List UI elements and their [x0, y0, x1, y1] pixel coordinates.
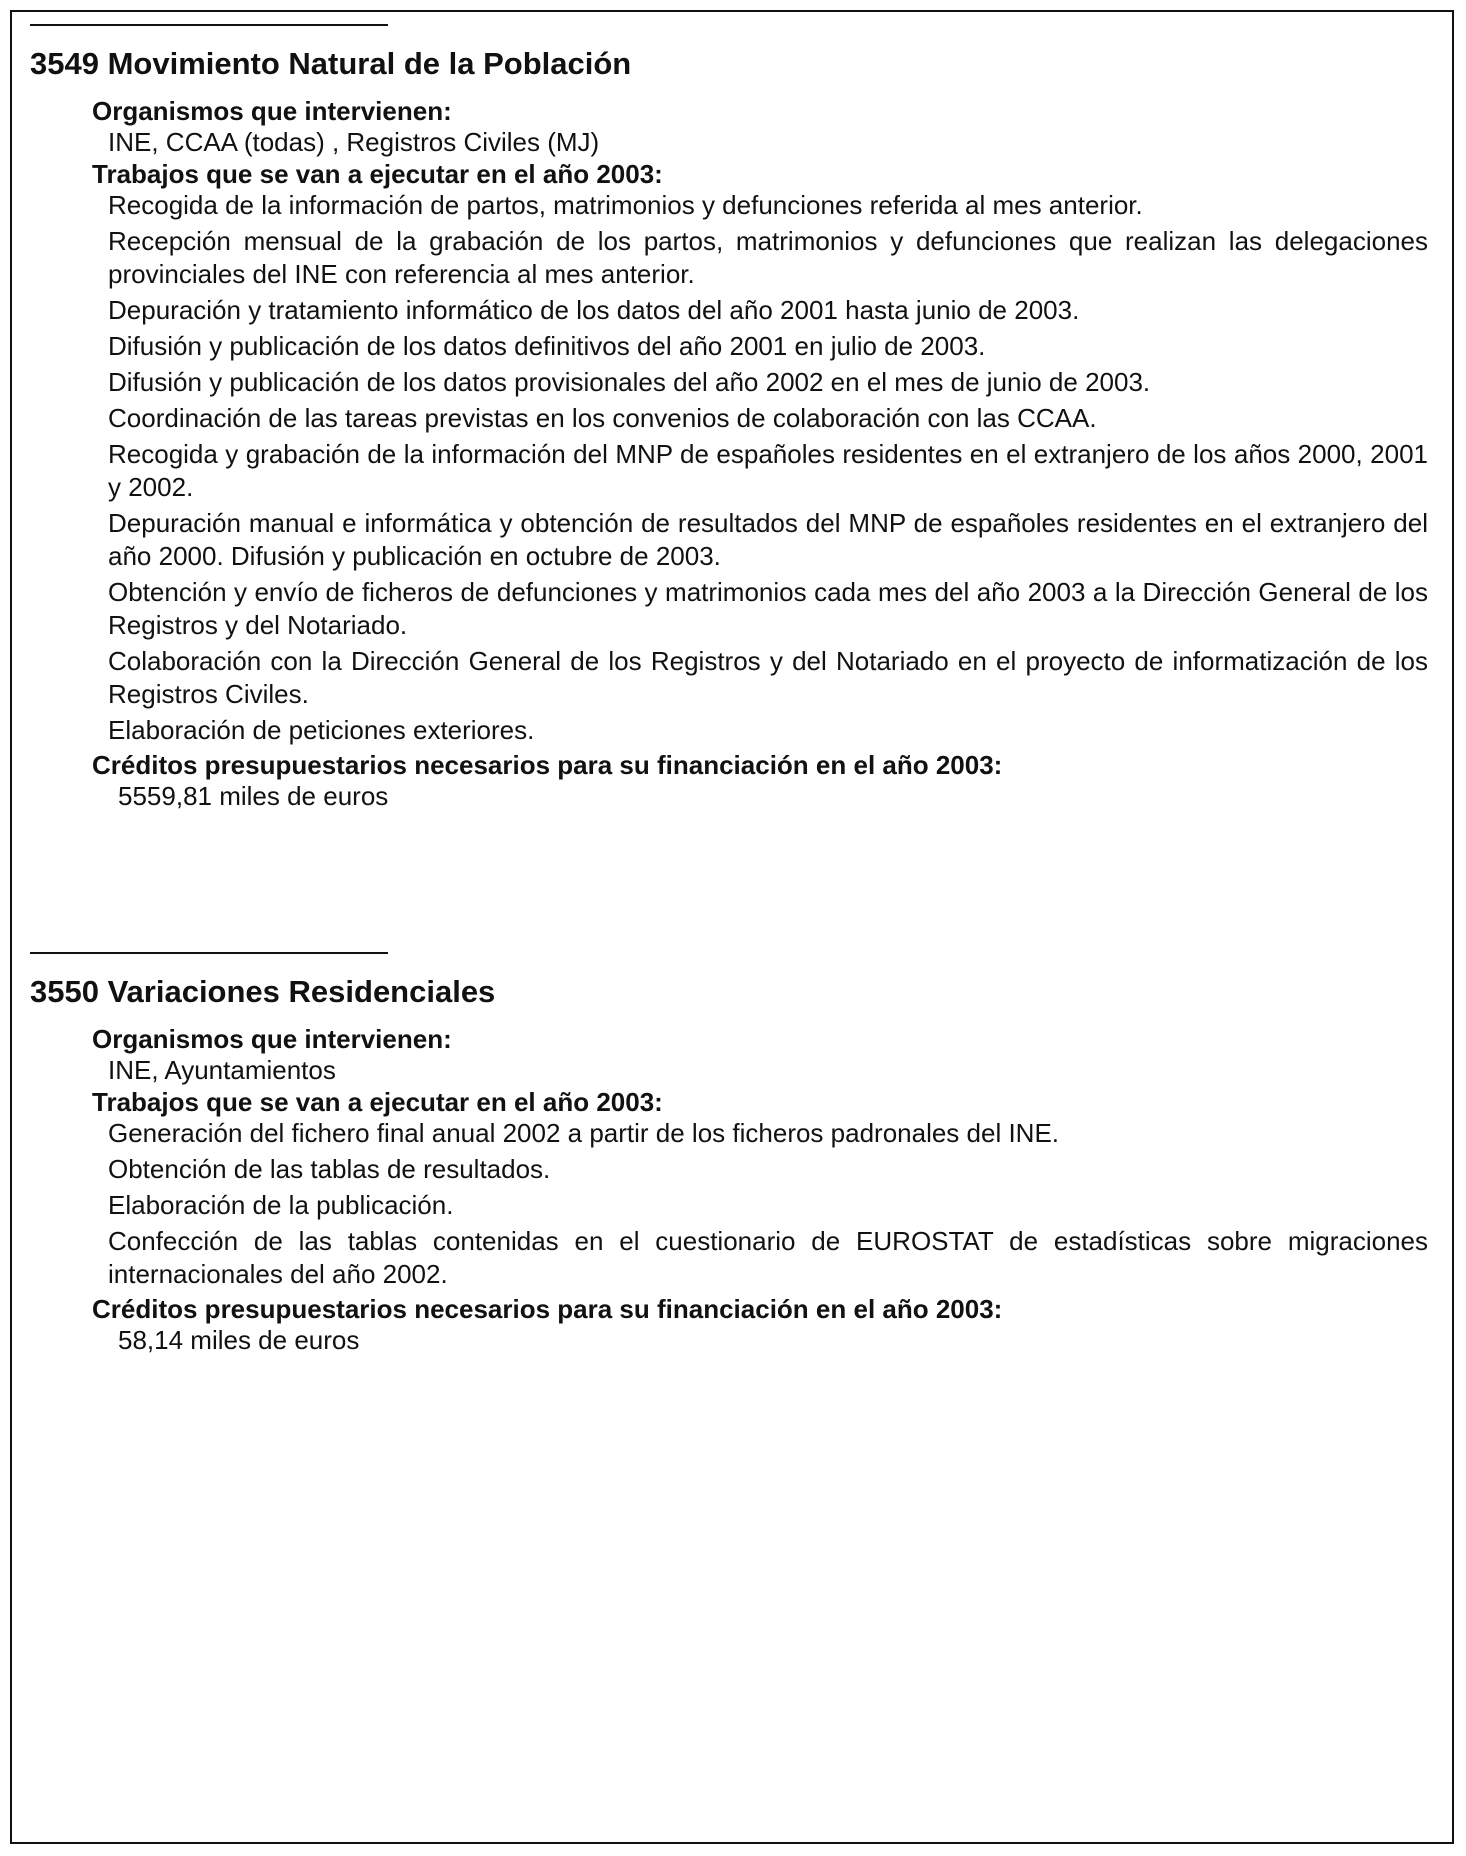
trabajo-item: Depuración y tratamiento informático de los datos del año 2001 hasta junio de 2003. — [108, 295, 1080, 325]
section-divider — [30, 24, 388, 26]
trabajo-item: Recogida y grabación de la información del MNP de españoles residentes en el extranjero de los años 2000, 2001 y 2002. — [108, 439, 1428, 502]
creditos-value: 5559,81 miles de euros — [118, 781, 389, 811]
trabajo-item: Recogida de la información de partos, matrimonios y defunciones referida al mes anterior. — [108, 190, 1143, 220]
section-title: 3549 Movimiento Natural de la Población — [30, 46, 632, 81]
trabajo-item: Elaboración de peticiones exteriores. — [108, 715, 535, 745]
organismos-label: Organismos que intervienen: — [92, 1024, 452, 1054]
section-body — [92, 96, 1432, 813]
trabajo-item: Generación del fichero final anual 2002 a partir de los ficheros padronales del INE. — [108, 1118, 1060, 1148]
trabajos-list — [92, 189, 1432, 747]
trabajos-label: Trabajos que se van a ejecutar en el año 2003: — [92, 1087, 663, 1117]
organismos-value: INE, CCAA (todas) , Registros Civiles (MJ) — [108, 127, 600, 157]
trabajo-item: Obtención y envío de ficheros de defunciones y matrimonios cada mes del año 2003 a la Dirección General de los Registros y del Notariado. — [108, 577, 1428, 640]
trabajo-item: Difusión y publicación de los datos definitivos del año 2001 en julio de 2003. — [108, 331, 986, 361]
organismos-label: Organismos que intervienen: — [92, 96, 452, 126]
trabajo-item: Colaboración con la Dirección General de los Registros y del Notariado en el proyecto de informatización de los Registros Civiles. — [108, 646, 1428, 709]
section-title: 3550 Variaciones Residenciales — [30, 974, 496, 1009]
trabajos-label: Trabajos que se van a ejecutar en el año 2003: — [92, 159, 663, 189]
organismos-value: INE, Ayuntamientos — [108, 1055, 336, 1085]
trabajo-item: Coordinación de las tareas previstas en los convenios de colaboración con las CCAA. — [108, 403, 1097, 433]
section-3550 — [30, 952, 1432, 1357]
trabajos-list — [92, 1117, 1432, 1291]
trabajo-item: Depuración manual e informática y obtención de resultados del MNP de españoles residentes en el extranjero del año 2000. Difusión y publicación en octubre de 2003. — [108, 508, 1428, 571]
trabajo-item: Difusión y publicación de los datos provisionales del año 2002 en el mes de junio de 2003. — [108, 367, 1151, 397]
trabajo-item: Obtención de las tablas de resultados. — [108, 1154, 551, 1184]
creditos-value: 58,14 miles de euros — [118, 1325, 360, 1355]
trabajo-item: Elaboración de la publicación. — [108, 1190, 454, 1220]
section-3549 — [30, 24, 1432, 813]
creditos-label: Créditos presupuestarios necesarios para su financiación en el año 2003: — [92, 1294, 1003, 1324]
section-divider — [30, 952, 388, 954]
section-body — [92, 1024, 1432, 1357]
trabajo-item: Recepción mensual de la grabación de los partos, matrimonios y defunciones que realizan las delegaciones provinciales del INE con referencia al mes anterior. — [108, 226, 1428, 289]
creditos-label: Créditos presupuestarios necesarios para su financiación en el año 2003: — [92, 750, 1003, 780]
trabajo-item: Confección de las tablas contenidas en el cuestionario de EUROSTAT de estadísticas sobre migraciones internacionales del año 2002. — [108, 1226, 1428, 1289]
